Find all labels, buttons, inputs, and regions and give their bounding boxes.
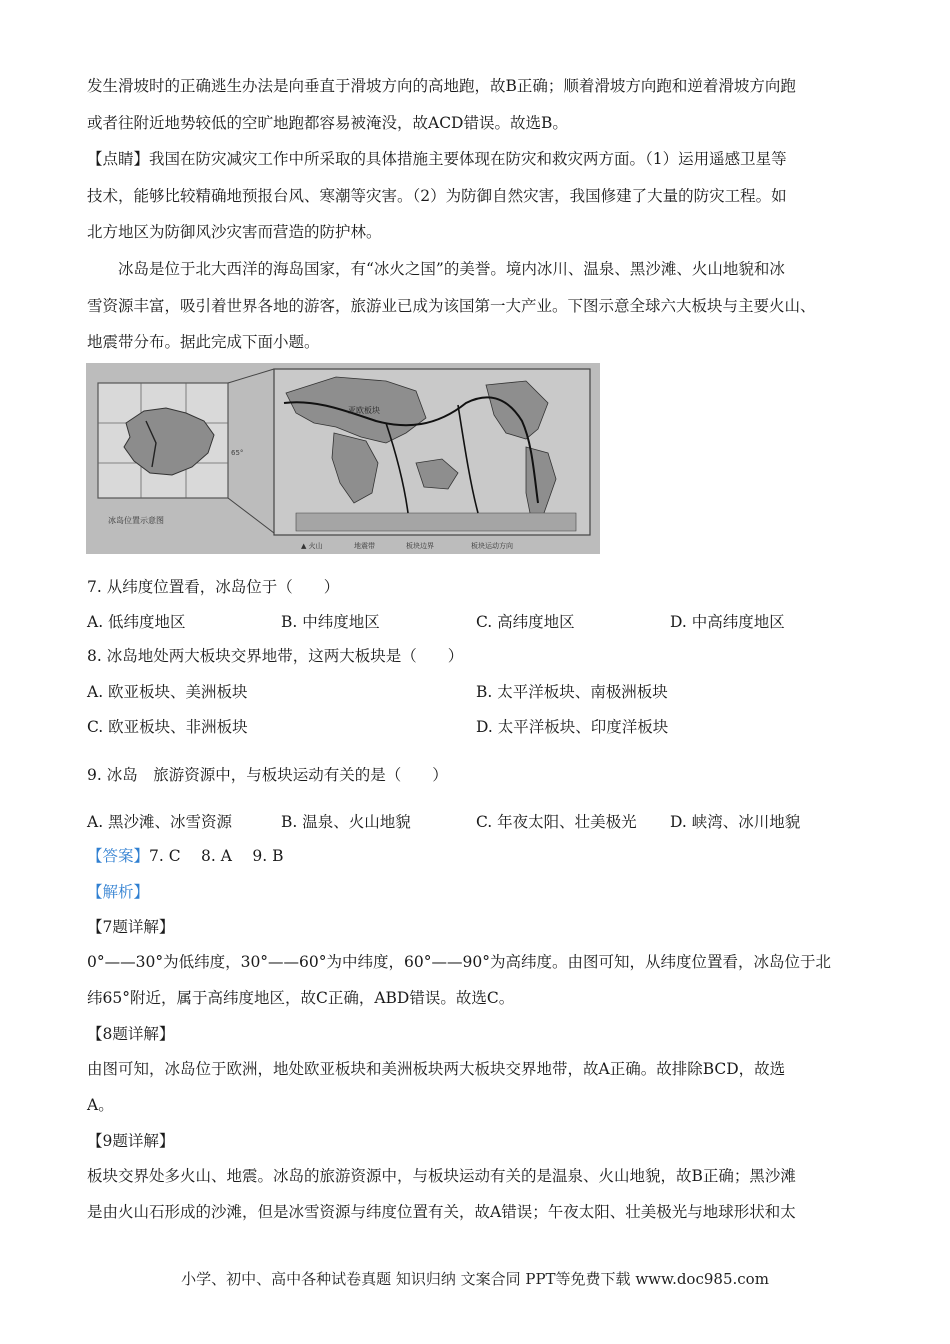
comment-line: 北方地区为防御风沙灾害而营造的防护林。 — [87, 223, 382, 241]
detail-9-tag: 【9题详解】 — [87, 1132, 175, 1150]
q9-option-c: C. 年夜太阳、壮美极光 — [476, 813, 637, 831]
q7-option-b: B. 中纬度地区 — [281, 613, 380, 631]
world-plate-map — [274, 369, 590, 535]
inset-latitude-label: 65° — [231, 449, 244, 457]
q9-option-d: D. 峡湾、冰川地貌 — [670, 813, 801, 831]
detail-9-line: 板块交界处多火山、地震。冰岛的旅游资源中，与板块运动有关的是温泉、火山地貌，故B正确；黑沙滩 — [87, 1167, 796, 1185]
detail-8-line: 由图可知，冰岛位于欧洲，地处欧亚板块和美洲板块两大板块交界地带，故A正确。故排除BCD，故选 — [87, 1060, 786, 1078]
answer-text: 7. C 8. A 9. B — [149, 847, 284, 865]
inset-caption: 冰岛位置示意图 — [108, 516, 164, 525]
q8-option-c: C. 欧亚板块、非洲板块 — [87, 718, 248, 736]
q9-option-b: B. 温泉、火山地貌 — [281, 813, 411, 831]
q9-option-a: A. 黑沙滩、冰雪资源 — [87, 813, 233, 831]
page-footer: 小学、初中、高中各种试卷真题 知识归纳 文案合同 PPT等免费下载 www.doc985.com — [181, 1270, 769, 1288]
intro-line: 地震带分布。据此完成下面小题。 — [87, 333, 320, 351]
q8-option-d: D. 太平洋板块、印度洋板块 — [476, 718, 669, 736]
comment-text: 我国在防灾减灾工作中所采取的具体措施主要体现在防灾和救灾两方面。（1）运用遥感卫星等 — [149, 150, 787, 168]
plate-map-svg — [86, 363, 600, 554]
legend-item: 地震带 — [354, 542, 375, 550]
detail-8-line: A。 — [87, 1096, 114, 1114]
comment-line — [87, 149, 787, 169]
q8-option-a: A. 欧亚板块、美洲板块 — [87, 683, 248, 701]
detail-7-tag: 【7题详解】 — [87, 918, 175, 936]
answer-tag: 【答案】 — [87, 847, 150, 865]
map-label: 亚欧板块 — [348, 406, 380, 415]
comment-line: 技术，能够比较精确地预报台风、寒潮等灾害。（2）为防御自然灾害，我国修建了大量的防灾工程。如 — [87, 187, 787, 205]
analysis-tag: 【解析】 — [87, 883, 150, 901]
legend-item: 板块运动方向 — [471, 542, 513, 550]
intro-line: 冰岛是位于北大西洋的海岛国家，有“冰火之国”的美誉。境内冰川、温泉、黑沙滩、火山地貌和冰 — [118, 260, 785, 278]
q7-option-a: A. 低纬度地区 — [87, 613, 186, 631]
detail-8-tag: 【8题详解】 — [87, 1025, 175, 1043]
question-8-stem: 8. 冰岛地处两大板块交界地带，这两大板块是（ ） — [87, 647, 464, 665]
question-7-stem: 7. 从纬度位置看，冰岛位于（ ） — [87, 578, 340, 596]
detail-7-line: 纬65°附近，属于高纬度地区，故C正确，ABD错误。故选C。 — [87, 989, 515, 1007]
legend-item: ▲ 火山 — [301, 542, 323, 550]
detail-9-line: 是由火山石形成的沙滩，但是冰雪资源与纬度位置有关，故A错误；午夜太阳、壮美极光与地球形状和太 — [87, 1203, 796, 1221]
q7-option-d: D. 中高纬度地区 — [670, 613, 785, 631]
plate-map-figure — [86, 363, 600, 554]
legend-item: 板块边界 — [406, 542, 434, 550]
intro-line: 雪资源丰富，吸引着世界各地的游客，旅游业已成为该国第一大产业。下图示意全球六大板块与主要火山、 — [87, 297, 816, 315]
answer-line — [87, 846, 283, 866]
comment-tag: 【点睛】 — [87, 150, 150, 168]
detail-7-line: 0°——30°为低纬度，30°——60°为中纬度，60°——90°为高纬度。由图可知，从纬度位置看，冰岛位于北 — [87, 953, 831, 971]
paragraph-line: 发生滑坡时的正确逃生办法是向垂直于滑坡方向的高地跑，故B正确；顺着滑坡方向跑和逆着滑坡方向跑 — [87, 77, 796, 95]
q8-option-b: B. 太平洋板块、南极洲板块 — [476, 683, 668, 701]
q7-option-c: C. 高纬度地区 — [476, 613, 575, 631]
paragraph-line: 或者往附近地势较低的空旷地跑都容易被淹没，故ACD错误。故选B。 — [87, 114, 568, 132]
question-9-stem: 9. 冰岛 旅游资源中，与板块运动有关的是（ ） — [87, 766, 448, 784]
